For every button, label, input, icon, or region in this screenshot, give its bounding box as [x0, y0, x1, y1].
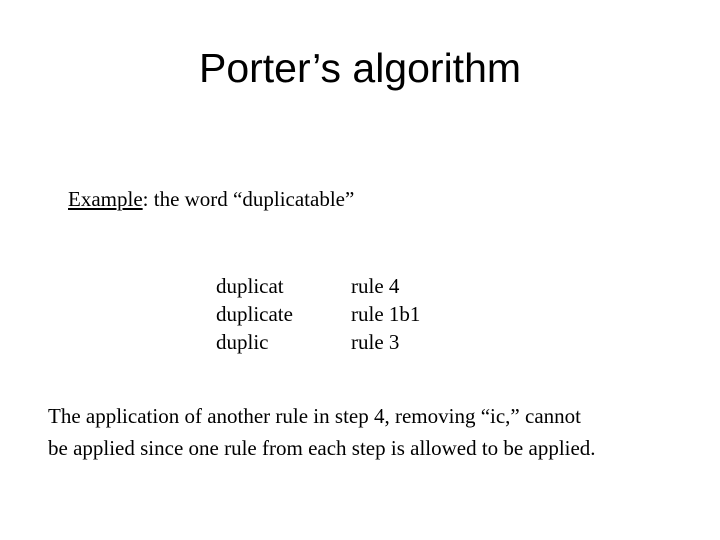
example-line [68, 185, 354, 213]
step-rule: rule 4 [351, 274, 400, 298]
step-word: duplicate [216, 302, 293, 326]
paragraph-line: be applied since one rule from each step is allowed to be applied. [48, 436, 596, 460]
explanation-paragraph [48, 400, 708, 464]
step-rule: rule 1b1 [351, 302, 421, 326]
paragraph-line: The application of another rule in step 4, removing “ic,” cannot [48, 404, 581, 428]
step-rule: rule 3 [351, 330, 400, 354]
example-colon: : [142, 187, 149, 211]
slide-title: Porter’s algorithm [198, 45, 522, 91]
step-word: duplicat [216, 274, 284, 298]
example-text: the word “duplicatable” [148, 187, 355, 211]
step-word: duplic [216, 330, 269, 354]
example-label: Example [68, 187, 143, 211]
